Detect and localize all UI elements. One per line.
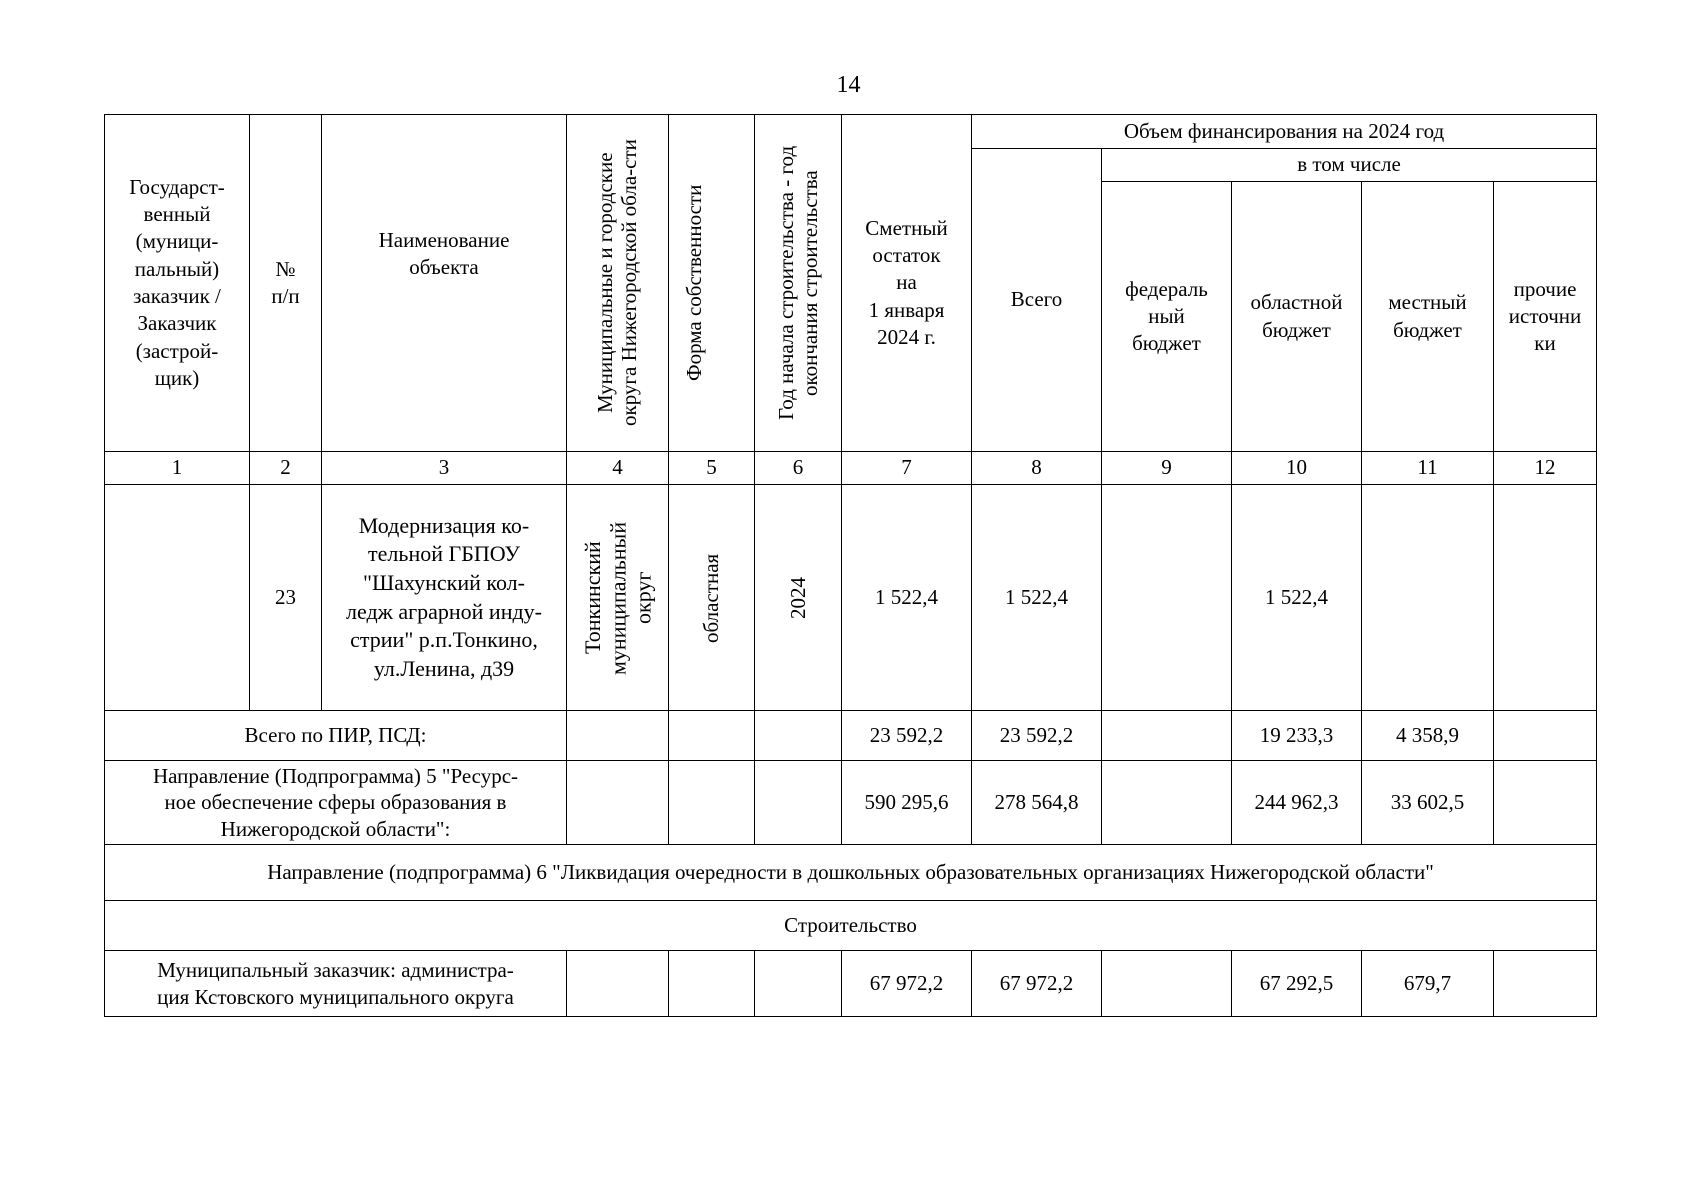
section-title: Строительство bbox=[105, 901, 1597, 951]
empty-cell bbox=[567, 951, 669, 1017]
table-row bbox=[105, 485, 1597, 711]
empty-cell bbox=[669, 711, 755, 761]
header-num: № п/п bbox=[250, 115, 322, 452]
table-row bbox=[105, 901, 1597, 951]
total-pir-federal bbox=[1102, 711, 1232, 761]
column-number: 1 bbox=[105, 452, 250, 485]
subprogram5-other bbox=[1494, 761, 1597, 845]
total-pir-label: Всего по ПИР, ПСД: bbox=[105, 711, 567, 761]
financing-table bbox=[104, 114, 1597, 1017]
object-ownership-cell bbox=[669, 485, 755, 711]
empty-cell bbox=[669, 761, 755, 845]
column-numbers-row bbox=[105, 452, 1597, 485]
subprogram5-regional: 244 962,3 bbox=[1232, 761, 1362, 845]
column-number: 2 bbox=[250, 452, 322, 485]
header-other: прочие источни ки bbox=[1494, 182, 1597, 452]
object-estimate: 1 522,4 bbox=[842, 485, 972, 711]
header-row-1 bbox=[105, 115, 1597, 149]
object-total: 1 522,4 bbox=[972, 485, 1102, 711]
header-object-name: Наименование объекта bbox=[322, 115, 567, 452]
column-number: 12 bbox=[1494, 452, 1597, 485]
column-number: 7 bbox=[842, 452, 972, 485]
object-municipality: Тонкинский муниципальный округ bbox=[579, 520, 656, 675]
table-row bbox=[105, 761, 1597, 845]
object-local bbox=[1362, 485, 1494, 711]
column-number: 3 bbox=[322, 452, 567, 485]
column-number: 9 bbox=[1102, 452, 1232, 485]
header-years: Год начала строительства - год окончания строительства bbox=[773, 145, 822, 421]
total-pir-estimate: 23 592,2 bbox=[842, 711, 972, 761]
column-number: 8 bbox=[972, 452, 1102, 485]
header-total: Всего bbox=[972, 149, 1102, 452]
kstovo-regional: 67 292,5 bbox=[1232, 951, 1362, 1017]
empty-cell bbox=[669, 951, 755, 1017]
header-municipality-cell bbox=[567, 115, 669, 452]
header-ownership-cell bbox=[669, 115, 755, 452]
subprogram6-title: Направление (подпрограмма) 6 "Ликвидация очередности в дошкольных образовательных организациях Нижегородской области" bbox=[105, 845, 1597, 901]
empty-cell bbox=[567, 711, 669, 761]
empty-cell bbox=[755, 761, 842, 845]
object-other bbox=[1494, 485, 1597, 711]
column-number: 5 bbox=[669, 452, 755, 485]
header-years-cell bbox=[755, 115, 842, 452]
kstovo-total: 67 972,2 bbox=[972, 951, 1102, 1017]
object-municipality-cell bbox=[567, 485, 669, 711]
object-name: Модернизация ко- тельной ГБПОУ "Шахунский кол- ледж аграрной инду- стрии" р.п.Тонкино, ул.Ленина, д39 bbox=[322, 485, 567, 711]
empty-cell bbox=[755, 711, 842, 761]
empty-cell bbox=[755, 951, 842, 1017]
subprogram5-federal bbox=[1102, 761, 1232, 845]
page-number: 14 bbox=[836, 72, 861, 98]
kstovo-label: Муниципальный заказчик: администра- ция Кстовского муниципального округа bbox=[105, 951, 567, 1017]
kstovo-other bbox=[1494, 951, 1597, 1017]
header-municipality: Муниципальные и городские округа Нижегородской обла-сти bbox=[593, 139, 642, 427]
header-including: в том числе bbox=[1102, 149, 1597, 182]
object-regional: 1 522,4 bbox=[1232, 485, 1362, 711]
header-customer: Государст- венный (муници- пальный) заказчик / Заказчик (застрой- щик) bbox=[105, 115, 250, 452]
subprogram5-local: 33 602,5 bbox=[1362, 761, 1494, 845]
object-years: 2024 bbox=[785, 576, 810, 619]
table-row bbox=[105, 951, 1597, 1017]
object-federal bbox=[1102, 485, 1232, 711]
table-row bbox=[105, 845, 1597, 901]
header-funding-group: Объем финансирования на 2024 год bbox=[972, 115, 1597, 149]
subprogram5-estimate: 590 295,6 bbox=[842, 761, 972, 845]
object-num: 23 bbox=[250, 485, 322, 711]
table-row bbox=[105, 711, 1597, 761]
header-ownership: Форма собственности bbox=[681, 184, 706, 382]
column-number: 11 bbox=[1362, 452, 1494, 485]
kstovo-estimate: 67 972,2 bbox=[842, 951, 972, 1017]
object-years-cell bbox=[755, 485, 842, 711]
column-number: 4 bbox=[567, 452, 669, 485]
total-pir-total: 23 592,2 bbox=[972, 711, 1102, 761]
subprogram5-label: Направление (Подпрограмма) 5 "Ресурс- ное обеспечение сферы образования в Нижегородской области": bbox=[105, 761, 567, 845]
total-pir-local: 4 358,9 bbox=[1362, 711, 1494, 761]
column-number: 10 bbox=[1232, 452, 1362, 485]
header-local: местный бюджет bbox=[1362, 182, 1494, 452]
column-number: 6 bbox=[755, 452, 842, 485]
header-regional: областной бюджет bbox=[1232, 182, 1362, 452]
header-federal: федераль ный бюджет bbox=[1102, 182, 1232, 452]
object-customer bbox=[105, 485, 250, 711]
empty-cell bbox=[567, 761, 669, 845]
header-estimate: Сметный остаток на 1 января 2024 г. bbox=[842, 115, 972, 452]
total-pir-other bbox=[1494, 711, 1597, 761]
total-pir-regional: 19 233,3 bbox=[1232, 711, 1362, 761]
kstovo-local: 679,7 bbox=[1362, 951, 1494, 1017]
kstovo-federal bbox=[1102, 951, 1232, 1017]
subprogram5-total: 278 564,8 bbox=[972, 761, 1102, 845]
object-ownership: областная bbox=[699, 552, 724, 643]
